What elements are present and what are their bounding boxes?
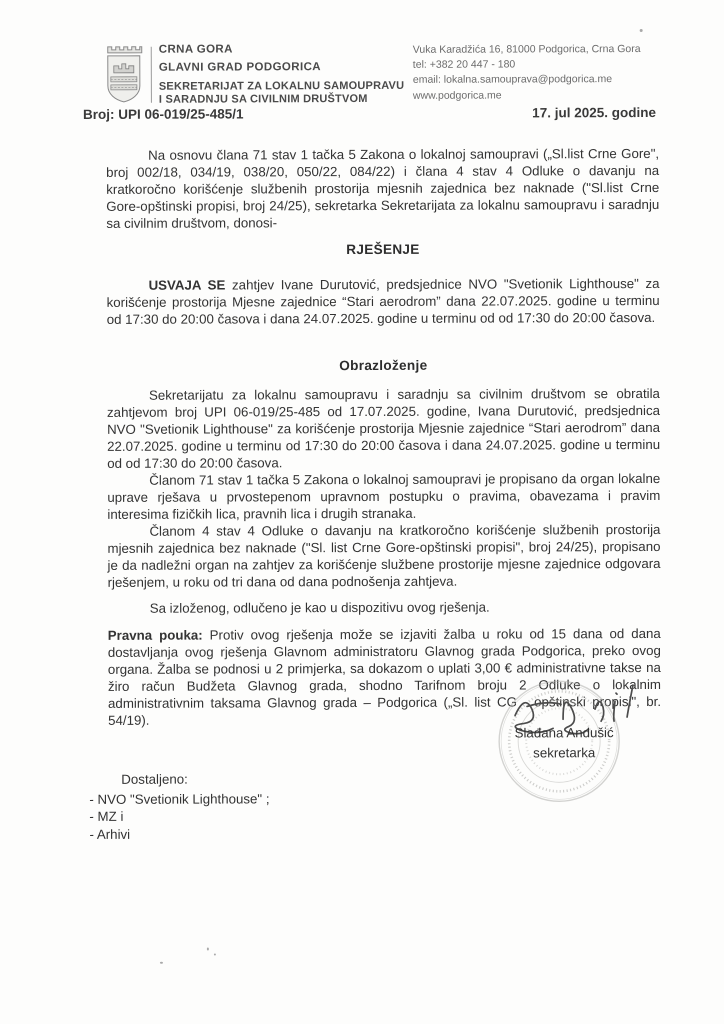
email-line: email: lokalna.samouprava@podgorica.me (412, 73, 613, 86)
contact-block (413, 42, 681, 104)
document-date: 17. jul 2025. godine (532, 104, 656, 121)
rationale-paragraph-1: Sekretarijatu za lokalnu samoupravu i saradnju sa civilnim društvom se obratila zahtjevom broj UPI 06-019/25-485 od 17.07.2025. godine, Ivana Durutović, predsjednica NVO "Svetionik Lighthouse" za korišćenje prostorija Mjesnie zajednice “Stari aerodrom” dana 22.07.2025. godine u terminu od 17:30 do 20:00 časova i dana 24.07.2025. godine u terminu od od 17:30 do 20:00 časova. (106, 385, 661, 471)
secretariat-name-line1: SEKRETARIJAT ZA LOKALNU SAMOUPRAVU (158, 79, 405, 93)
signer-title: sekretarka (533, 745, 596, 761)
address-line: Vuka Karadžića 16, 81000 Podgorica, Crna Gora (412, 43, 641, 56)
case-number: Broj: UPI 06-019/25-485/1 (82, 106, 244, 122)
signer-name: Slađana Andušić (514, 725, 614, 741)
distribution-item: - MZ i (89, 808, 124, 824)
scan-noise-speckle (207, 948, 209, 951)
phone-line: tel: +382 20 447 - 180 (412, 58, 516, 71)
decision-title: RJEŠENJE (346, 241, 420, 258)
rationale-paragraph-2: Članom 71 stav 1 tačka 5 Zakona o lokalnoj samoupravi je propisano da organ lokalne uprave rješava u prvostepenom upravnom postupku o pravima, obavezama i pravim interesima fizičkih lica, pravnih lica i drugih stranaka. (107, 470, 661, 522)
decision-lead: USVAJA SE (148, 277, 226, 293)
city-name: GLAVNI GRAD PODGORICA (158, 61, 321, 74)
decision-paragraph (107, 275, 660, 328)
rationale-conclusion: Sa izloženog, odlučeno je kao u dispozitivu ovog rješenja. (149, 599, 490, 616)
distribution-item: - Arhivi (89, 826, 131, 842)
legal-notice-lead: Pravna pouka: (107, 627, 203, 643)
website-line: www.podgorica.me (412, 89, 502, 102)
scan-noise-speckle (640, 29, 643, 32)
rationale-title: Obrazloženje (339, 357, 428, 374)
issuing-authority-block (159, 40, 419, 106)
intro-paragraph: Na osnovu člana 71 stav 1 tačka 5 Zakona o lokalnoj samoupravi („Sl.list Crne Gore", broj 002/18, 034/19, 038/20, 050/22, 084/22) i člana 4 stav 4 Odluke o davanju na kratkoročno korišćenje službenih prostorija mjesnih zajednica bez naknade ("Sl.list Crne Gore-opštinski propisi, broj 24/25), sekretarka Sekretarijata za lokalnu samoupravu i saradnju sa civilnim društvom, donosi- (106, 145, 660, 231)
rationale-paragraph-3: Članom 4 stav 4 Odluke o davanju na kratkoročno korišćenje službenih prostorija mjesnih zajednica bez naknade ("Sl. list Crne Gore-opštinski propisi", broj 24/25), propisano je da nadležni organ na zahtjev za korišćenje službene prostorije mjesne zajednice odgovara rješenjem, u roku od tri dana od dana podnošenja zahtjeva. (107, 521, 661, 590)
header-divider (151, 47, 152, 103)
decision-text: zahtjev Ivane Durutović, predsjednice NVO "Svetionik Lighthouse" za korišćenje prostorija Mjesne zajednice “Stari aerodrom” dana 22.07.2025. godine u terminu od 17:30 do 20:00 časova i dana 24.07.2025. godine u terminu od od 17:30 do 20:00 časova. (106, 275, 660, 327)
legal-notice-text: Protiv ovog rješenja može se izjaviti žalba u roku od 15 dana od dana dostavljanja ovog rješenja Glavnom administratoru Glavnog grada Podgorica, preko ovog organa. Žalba se podnosi u 2 primjerka, sa dokazom o uplati 3,00 € administrativne takse na žiro račun Budžeta Glavnog grada, shodno Tarifnom broju 2 Odluke o lokalnim administrativnim taksama Glavnog grada – Podgorica („Sl. list CG - opštinski propisi", br. 54/19). (107, 625, 662, 728)
scan-noise-speckle (160, 962, 163, 964)
scan-noise-speckle (214, 954, 216, 956)
distribution-item: - NVO "Svetionik Lighthouse" ; (89, 790, 270, 807)
secretariat-name-line2: I SARADNJU SA CIVILNIM DRUŠTVOM (158, 92, 368, 106)
country-name: CRNA GORA (158, 43, 233, 56)
distribution-list (89, 770, 269, 843)
official-seal-stamp (499, 681, 619, 801)
podgorica-coat-of-arms-icon (105, 43, 143, 105)
document-body (106, 145, 661, 729)
distribution-label: Dostaljeno: (121, 771, 188, 787)
case-number-row (83, 105, 656, 122)
